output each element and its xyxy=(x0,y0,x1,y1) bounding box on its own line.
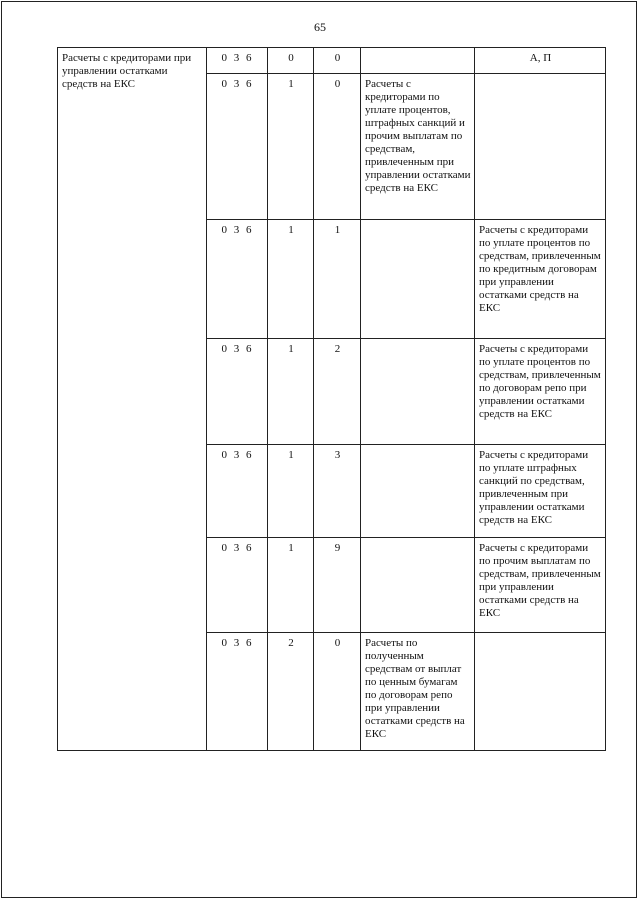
code-cell: 0 3 6 xyxy=(207,339,268,445)
name-level4-cell: Расчеты с кредиторами по прочим выплатам по средствам, привлеченным при управлении остатками средств на ЕКС xyxy=(475,538,606,633)
name-level4-cell: Расчеты с кредиторами по уплате процентов по средствам, привлеченным по кредитным договорам при управлении остатками средств на ЕКС xyxy=(475,220,606,339)
name-level3-cell: Расчеты с кредиторами по уплате процентов, штрафных санкций и прочим выплатам по средствам, привлеченным при управлении остатками средств на ЕКС xyxy=(361,74,475,220)
digit1-cell: 0 xyxy=(268,48,314,74)
code-cell: 0 3 6 xyxy=(207,48,268,74)
table-row xyxy=(58,48,606,74)
code-cell: 0 3 6 xyxy=(207,74,268,220)
page-number: 65 xyxy=(314,20,326,34)
name-level3-cell xyxy=(361,538,475,633)
name-level4-cell xyxy=(475,74,606,220)
name-level4-cell: Расчеты с кредиторами по уплате штрафных санкций по средствам, привлеченным при управлении остатками средств на ЕКС xyxy=(475,445,606,538)
digit1-cell: 1 xyxy=(268,538,314,633)
code-cell: 0 3 6 xyxy=(207,633,268,751)
digit2-cell: 9 xyxy=(314,538,361,633)
group-label: Расчеты с кредиторами при управлении остатками средств на ЕКС xyxy=(62,52,192,90)
group-label-cell xyxy=(58,48,207,751)
code-cell: 0 3 6 xyxy=(207,538,268,633)
name-level3-cell xyxy=(361,48,475,74)
code-cell: 0 3 6 xyxy=(207,220,268,339)
digit1-cell: 1 xyxy=(268,339,314,445)
name-level3-cell xyxy=(361,445,475,538)
digit2-cell: 2 xyxy=(314,339,361,445)
name-level3-cell: Расчеты по полученным средствам от выплат по ценным бумагам по договорам репо при управлении остатками средств на ЕКС xyxy=(361,633,475,751)
name-level3-cell xyxy=(361,220,475,339)
note-cell: А, П xyxy=(475,48,606,74)
name-level4-cell: Расчеты с кредиторами по уплате процентов по средствам, привлеченным по договорам репо при управлении остатками средств на ЕКС xyxy=(475,339,606,445)
digit2-cell: 0 xyxy=(314,74,361,220)
digit2-cell: 0 xyxy=(314,48,361,74)
name-level3-cell xyxy=(361,339,475,445)
digit1-cell: 1 xyxy=(268,220,314,339)
digit1-cell: 2 xyxy=(268,633,314,751)
name-level4-cell xyxy=(475,633,606,751)
digit2-cell: 1 xyxy=(314,220,361,339)
accounts-table xyxy=(57,47,606,751)
digit1-cell: 1 xyxy=(268,445,314,538)
digit1-cell: 1 xyxy=(268,74,314,220)
digit2-cell: 3 xyxy=(314,445,361,538)
digit2-cell: 0 xyxy=(314,633,361,751)
code-cell: 0 3 6 xyxy=(207,445,268,538)
